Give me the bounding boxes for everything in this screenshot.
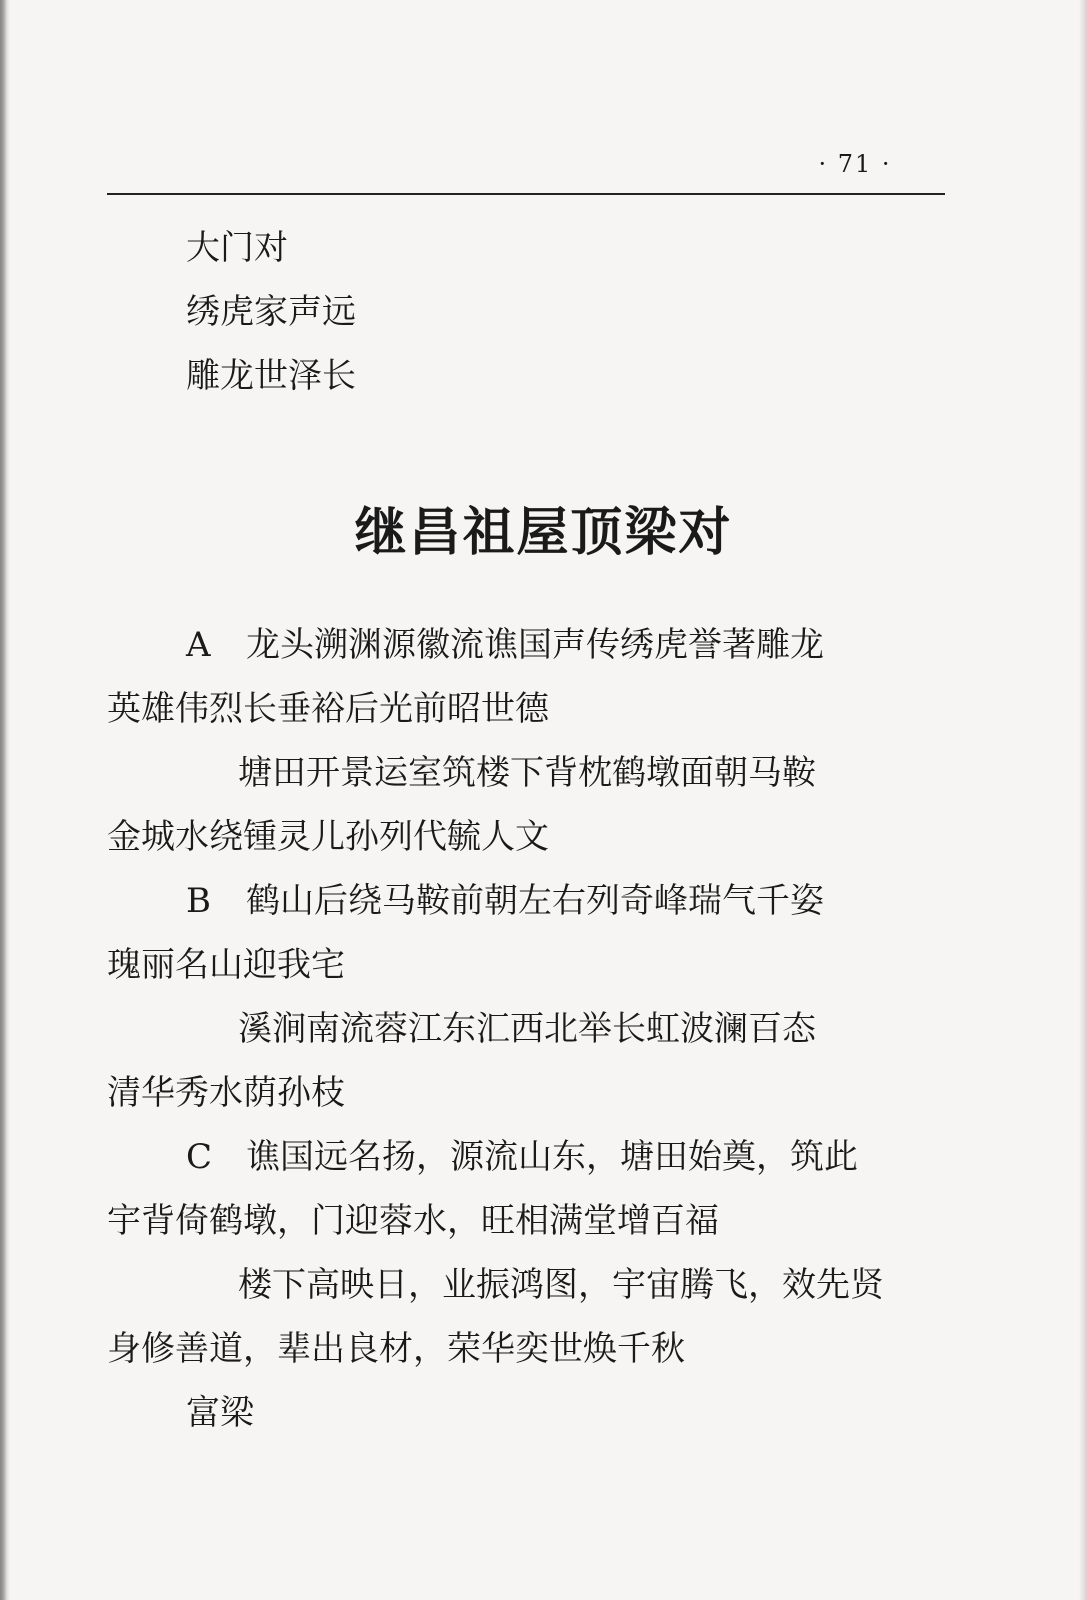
couplet-a-first-line-1 xyxy=(186,625,824,665)
couplet-b-first-line-2: 瑰丽名山迎我宅 xyxy=(107,945,345,985)
couplet-c-first-line-2: 宇背倚鹤墩，门迎蓉水，旺相满堂增百福 xyxy=(107,1201,719,1241)
closing-label: 富梁 xyxy=(186,1393,254,1433)
couplet-c-second-line-1: 楼下高映日，业振鸿图，宇宙腾飞，效先贤 xyxy=(238,1265,884,1305)
header-rule xyxy=(107,193,945,195)
couplet-a-label: A xyxy=(186,625,211,665)
gate-couplet-line-2: 雕龙世泽长 xyxy=(186,356,356,396)
page-edge-left xyxy=(0,0,10,1600)
couplet-b-first-text-1: 鹤山后绕马鞍前朝左右列奇峰瑞气千姿 xyxy=(246,881,824,921)
gate-couplet-heading: 大门对 xyxy=(186,228,288,268)
couplet-a-first-text-1: 龙头溯渊源徽流谯国声传绣虎誉著雕龙 xyxy=(246,625,824,665)
couplet-c-first-line-1 xyxy=(186,1137,858,1177)
page-edge-right xyxy=(1079,0,1087,1600)
couplet-b-second-line-2: 清华秀水荫孙枝 xyxy=(107,1073,345,1113)
couplet-b-first-line-1 xyxy=(186,881,824,921)
section-title: 继昌祖屋顶梁对 xyxy=(354,502,733,563)
couplet-c-second-line-2: 身修善道，辈出良材，荣华奕世焕千秋 xyxy=(107,1329,685,1369)
couplet-a-second-line-2: 金城水绕锺灵儿孙列代毓人文 xyxy=(107,817,549,857)
gate-couplet-line-1: 绣虎家声远 xyxy=(186,292,356,332)
couplet-b-label: B xyxy=(186,881,211,921)
couplet-a-first-line-2: 英雄伟烈长垂裕后光前昭世德 xyxy=(107,689,549,729)
couplet-a-second-line-1: 塘田开景运室筑楼下背枕鹤墩面朝马鞍 xyxy=(238,753,816,793)
couplet-c-label: C xyxy=(186,1137,213,1177)
couplet-c-first-text-1: 谯国远名扬，源流山东，塘田始奠，筑此 xyxy=(246,1137,858,1177)
page-number: · 71 · xyxy=(818,150,892,178)
couplet-b-second-line-1: 溪涧南流蓉江东汇西北举长虹波澜百态 xyxy=(238,1009,816,1049)
